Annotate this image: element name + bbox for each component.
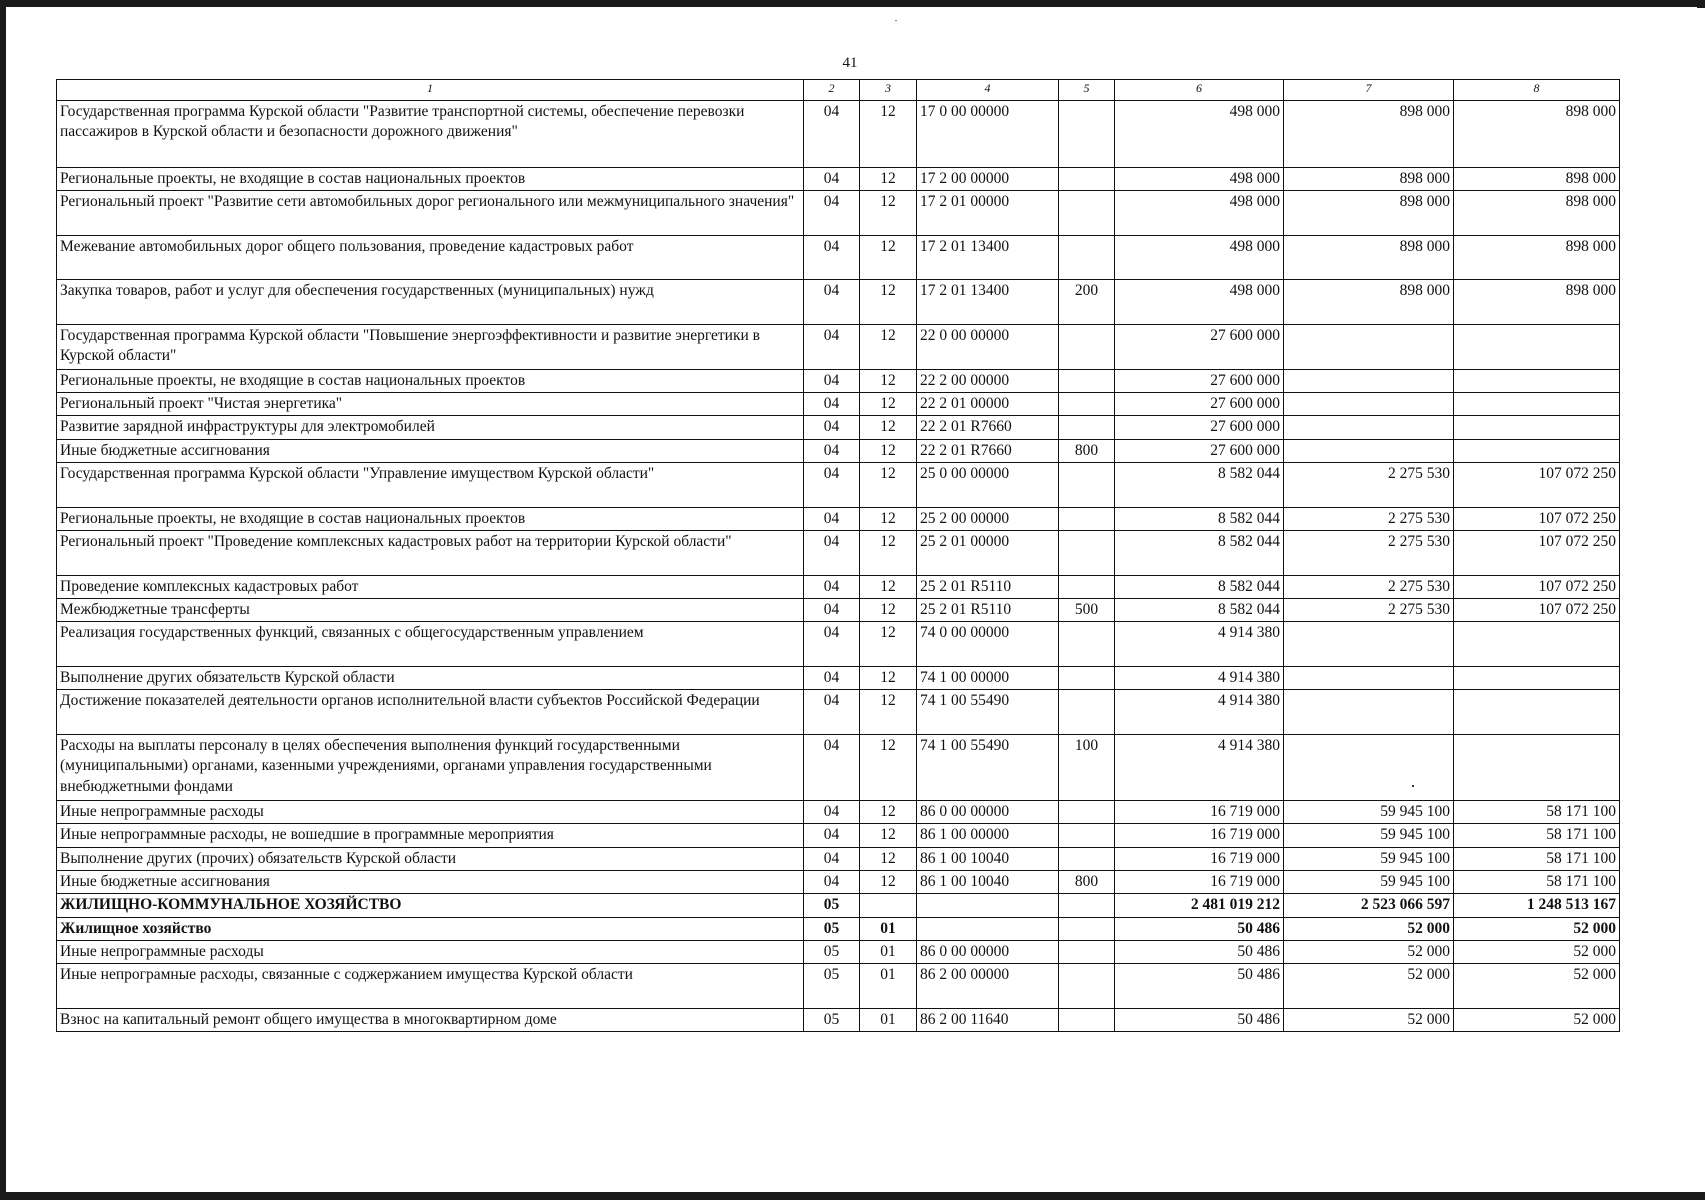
amount-col-7 — [1284, 690, 1454, 735]
amount-col-8: 107 072 250 — [1454, 462, 1620, 507]
subsection-code: 01 — [860, 917, 917, 940]
amount-col-8: 898 000 — [1454, 168, 1620, 191]
section-code: 04 — [804, 370, 860, 393]
amount-col-6: 50 486 — [1115, 940, 1284, 963]
amount-col-8: 58 171 100 — [1454, 870, 1620, 893]
table-row — [57, 101, 1620, 168]
target-article-code: 22 0 00 00000 — [917, 325, 1059, 370]
row-name: Региональный проект "Чистая энергетика" — [57, 393, 804, 416]
target-article-code: 22 2 01 00000 — [917, 393, 1059, 416]
column-number: 4 — [917, 80, 1059, 101]
section-code: 04 — [804, 439, 860, 462]
expense-type-code — [1059, 416, 1115, 439]
table-row — [57, 236, 1620, 280]
table-row — [57, 940, 1620, 963]
section-code: 04 — [804, 598, 860, 621]
section-code: 04 — [804, 393, 860, 416]
amount-col-6: 27 600 000 — [1115, 416, 1284, 439]
row-name: Иные непрограммные расходы — [57, 940, 804, 963]
amount-col-7: 898 000 — [1284, 191, 1454, 236]
amount-col-7: 59 945 100 — [1284, 847, 1454, 870]
amount-col-8 — [1454, 370, 1620, 393]
amount-col-6: 27 600 000 — [1115, 325, 1284, 370]
table-row — [57, 870, 1620, 893]
row-name: Межбюджетные трансферты — [57, 598, 804, 621]
target-article-code: 17 2 00 00000 — [917, 168, 1059, 191]
table-row — [57, 893, 1620, 917]
amount-col-6: 8 582 044 — [1115, 598, 1284, 621]
target-article-code: 74 1 00 00000 — [917, 667, 1059, 690]
subsection-code: 01 — [860, 964, 917, 1009]
row-name: Государственная программа Курской области "Управление имуществом Курской области" — [57, 462, 804, 507]
amount-col-8: 52 000 — [1454, 964, 1620, 1009]
expense-type-code — [1059, 168, 1115, 191]
amount-col-7: 52 000 — [1284, 917, 1454, 940]
row-name: Государственная программа Курской области "Повышение энергоэффективности и развитие энергетики в Курской области" — [57, 325, 804, 370]
table-row — [57, 735, 1620, 801]
amount-col-6: 498 000 — [1115, 101, 1284, 168]
subsection-code: 12 — [860, 393, 917, 416]
target-article-code — [917, 917, 1059, 940]
expense-type-code — [1059, 393, 1115, 416]
table-row — [57, 575, 1620, 598]
amount-col-8: 107 072 250 — [1454, 507, 1620, 530]
row-name: Выполнение других (прочих) обязательств Курской области — [57, 847, 804, 870]
target-article-code: 86 1 00 10040 — [917, 847, 1059, 870]
amount-col-7: 2 523 066 597 — [1284, 893, 1454, 917]
target-article-code: 17 0 00 00000 — [917, 101, 1059, 168]
section-code: 04 — [804, 168, 860, 191]
subsection-code: 12 — [860, 801, 917, 824]
table-row — [57, 280, 1620, 325]
expense-type-code — [1059, 530, 1115, 575]
subsection-code: 12 — [860, 325, 917, 370]
target-article-code: 17 2 01 13400 — [917, 280, 1059, 325]
amount-col-6: 50 486 — [1115, 964, 1284, 1009]
amount-col-7: 59 945 100 — [1284, 870, 1454, 893]
column-number: 7 — [1284, 80, 1454, 101]
target-article-code: 22 2 01 R7660 — [917, 439, 1059, 462]
section-code: 04 — [804, 191, 860, 236]
subsection-code: 12 — [860, 667, 917, 690]
table-row — [57, 325, 1620, 370]
expense-type-code: 800 — [1059, 439, 1115, 462]
section-code: 04 — [804, 847, 860, 870]
subsection-code: 12 — [860, 416, 917, 439]
amount-col-8: 58 171 100 — [1454, 801, 1620, 824]
expense-type-code — [1059, 824, 1115, 847]
subsection-code: 12 — [860, 735, 917, 801]
section-code: 04 — [804, 462, 860, 507]
amount-col-6: 27 600 000 — [1115, 370, 1284, 393]
amount-col-8: 898 000 — [1454, 191, 1620, 236]
row-name: Жилищное хозяйство — [57, 917, 804, 940]
expense-type-code: 800 — [1059, 870, 1115, 893]
section-code: 04 — [804, 622, 860, 667]
amount-col-7: 59 945 100 — [1284, 824, 1454, 847]
amount-col-6: 8 582 044 — [1115, 575, 1284, 598]
target-article-code — [917, 893, 1059, 917]
column-number: 8 — [1454, 80, 1620, 101]
amount-col-7: 898 000 — [1284, 280, 1454, 325]
table-row — [57, 824, 1620, 847]
amount-col-6: 8 582 044 — [1115, 530, 1284, 575]
subsection-code: 12 — [860, 236, 917, 280]
amount-col-7: 2 275 530 — [1284, 530, 1454, 575]
scan-speck — [895, 20, 897, 21]
expense-type-code: 500 — [1059, 598, 1115, 621]
amount-col-8: 898 000 — [1454, 280, 1620, 325]
amount-col-6: 4 914 380 — [1115, 690, 1284, 735]
amount-col-6: 498 000 — [1115, 280, 1284, 325]
amount-col-8: 1 248 513 167 — [1454, 893, 1620, 917]
amount-col-8 — [1454, 393, 1620, 416]
target-article-code: 86 0 00 00000 — [917, 940, 1059, 963]
section-code: 05 — [804, 964, 860, 1009]
row-name: Региональный проект "Развитие сети автомобильных дорог регионального или межмуниципального значения" — [57, 191, 804, 236]
row-name: Выполнение других обязательств Курской области — [57, 667, 804, 690]
table-row — [57, 507, 1620, 530]
section-code: 04 — [804, 690, 860, 735]
scan-border-top — [0, 0, 1705, 7]
row-name: Региональный проект "Проведение комплексных кадастровых работ на территории Курской области" — [57, 530, 804, 575]
table-row — [57, 847, 1620, 870]
amount-col-6: 27 600 000 — [1115, 393, 1284, 416]
amount-col-7: 2 275 530 — [1284, 598, 1454, 621]
table-row — [57, 598, 1620, 621]
target-article-code: 25 2 00 00000 — [917, 507, 1059, 530]
amount-col-6: 8 582 044 — [1115, 462, 1284, 507]
subsection-code: 12 — [860, 598, 917, 621]
subsection-code: 12 — [860, 370, 917, 393]
section-code: 04 — [804, 575, 860, 598]
table-row — [57, 439, 1620, 462]
amount-col-7 — [1284, 393, 1454, 416]
column-number: 6 — [1115, 80, 1284, 101]
table-row — [57, 801, 1620, 824]
row-name: Государственная программа Курской области "Развитие транспортной системы, обеспечение перевозки пассажиров в Курской области и безопасности дорожного движения" — [57, 101, 804, 168]
scan-border-left — [0, 0, 6, 1200]
expense-type-code — [1059, 462, 1115, 507]
section-code: 04 — [804, 101, 860, 168]
subsection-code: 12 — [860, 622, 917, 667]
expense-type-code — [1059, 101, 1115, 168]
column-number: 1 — [57, 80, 804, 101]
amount-col-7: 898 000 — [1284, 168, 1454, 191]
row-name: Иные непрограммные расходы — [57, 801, 804, 824]
target-article-code: 17 2 01 13400 — [917, 236, 1059, 280]
amount-col-6: 50 486 — [1115, 917, 1284, 940]
amount-col-7: 2 275 530 — [1284, 575, 1454, 598]
expense-type-code — [1059, 370, 1115, 393]
table-row — [57, 393, 1620, 416]
target-article-code: 25 2 01 R5110 — [917, 575, 1059, 598]
table-row — [57, 191, 1620, 236]
amount-col-8: 107 072 250 — [1454, 598, 1620, 621]
table-row — [57, 964, 1620, 1009]
table-row — [57, 1009, 1620, 1032]
subsection-code: 12 — [860, 507, 917, 530]
target-article-code: 22 2 00 00000 — [917, 370, 1059, 393]
expense-type-code — [1059, 667, 1115, 690]
row-name: Расходы на выплаты персоналу в целях обеспечения выполнения функций государственными (муниципальными) органами, казенными учреждениями, органами управления государственными внебюджетными фондами — [57, 735, 804, 801]
row-name: Проведение комплексных кадастровых работ — [57, 575, 804, 598]
section-code: 04 — [804, 870, 860, 893]
amount-col-8 — [1454, 667, 1620, 690]
target-article-code: 25 0 00 00000 — [917, 462, 1059, 507]
subsection-code: 12 — [860, 168, 917, 191]
section-code: 04 — [804, 735, 860, 801]
row-name: Региональные проекты, не входящие в состав национальных проектов — [57, 370, 804, 393]
expense-type-code: 200 — [1059, 280, 1115, 325]
row-name: Достижение показателей деятельности органов исполнительной власти субъектов Российской Федерации — [57, 690, 804, 735]
target-article-code: 86 2 00 11640 — [917, 1009, 1059, 1032]
amount-col-7: 2 275 530 — [1284, 462, 1454, 507]
section-code: 04 — [804, 416, 860, 439]
amount-col-8: 107 072 250 — [1454, 530, 1620, 575]
amount-col-8 — [1454, 325, 1620, 370]
subsection-code: 12 — [860, 575, 917, 598]
expense-type-code — [1059, 893, 1115, 917]
table-row — [57, 667, 1620, 690]
amount-col-8: 898 000 — [1454, 101, 1620, 168]
subsection-code: 12 — [860, 439, 917, 462]
row-name: Иные непрограммные расходы, не вошедшие в программные мероприятия — [57, 824, 804, 847]
amount-col-6: 16 719 000 — [1115, 847, 1284, 870]
table-row — [57, 530, 1620, 575]
target-article-code: 25 2 01 00000 — [917, 530, 1059, 575]
table-row — [57, 462, 1620, 507]
amount-col-6: 4 914 380 — [1115, 735, 1284, 801]
column-number: 2 — [804, 80, 860, 101]
expense-type-code — [1059, 622, 1115, 667]
row-name: Закупка товаров, работ и услуг для обеспечения государственных (муниципальных) нужд — [57, 280, 804, 325]
target-article-code: 25 2 01 R5110 — [917, 598, 1059, 621]
amount-col-7: 898 000 — [1284, 101, 1454, 168]
scan-border-corner — [1697, 0, 1705, 8]
target-article-code: 86 1 00 10040 — [917, 870, 1059, 893]
amount-col-7 — [1284, 622, 1454, 667]
row-name: Межевание автомобильных дорог общего пользования, проведение кадастровых работ — [57, 236, 804, 280]
subsection-code: 01 — [860, 940, 917, 963]
row-name: Региональные проекты, не входящие в состав национальных проектов — [57, 507, 804, 530]
subsection-code: 12 — [860, 690, 917, 735]
section-code: 04 — [804, 236, 860, 280]
subsection-code: 12 — [860, 847, 917, 870]
subsection-code: 12 — [860, 824, 917, 847]
target-article-code: 86 1 00 00000 — [917, 824, 1059, 847]
subsection-code: 12 — [860, 530, 917, 575]
column-number-row — [57, 80, 1620, 101]
amount-col-7 — [1284, 735, 1454, 801]
target-article-code: 74 0 00 00000 — [917, 622, 1059, 667]
amount-col-6: 50 486 — [1115, 1009, 1284, 1032]
amount-col-6: 2 481 019 212 — [1115, 893, 1284, 917]
target-article-code: 86 0 00 00000 — [917, 801, 1059, 824]
section-code: 05 — [804, 1009, 860, 1032]
target-article-code: 74 1 00 55490 — [917, 735, 1059, 801]
section-code: 04 — [804, 801, 860, 824]
target-article-code: 86 2 00 00000 — [917, 964, 1059, 1009]
section-code: 04 — [804, 507, 860, 530]
amount-col-6: 16 719 000 — [1115, 824, 1284, 847]
amount-col-6: 498 000 — [1115, 191, 1284, 236]
amount-col-6: 8 582 044 — [1115, 507, 1284, 530]
amount-col-8: 58 171 100 — [1454, 847, 1620, 870]
target-article-code: 17 2 01 00000 — [917, 191, 1059, 236]
amount-col-8 — [1454, 416, 1620, 439]
amount-col-8 — [1454, 690, 1620, 735]
amount-col-6: 4 914 380 — [1115, 622, 1284, 667]
expense-type-code — [1059, 507, 1115, 530]
expense-type-code: 100 — [1059, 735, 1115, 801]
amount-col-7 — [1284, 667, 1454, 690]
amount-col-8: 107 072 250 — [1454, 575, 1620, 598]
amount-col-7: 52 000 — [1284, 964, 1454, 1009]
amount-col-6: 27 600 000 — [1115, 439, 1284, 462]
section-code: 05 — [804, 893, 860, 917]
column-number: 3 — [860, 80, 917, 101]
subsection-code: 12 — [860, 462, 917, 507]
section-code: 04 — [804, 824, 860, 847]
section-code: 04 — [804, 325, 860, 370]
row-name: ЖИЛИЩНО-КОММУНАЛЬНОЕ ХОЗЯЙСТВО — [57, 893, 804, 917]
scan-border-bottom — [0, 1192, 1705, 1200]
amount-col-6: 498 000 — [1115, 236, 1284, 280]
target-article-code: 74 1 00 55490 — [917, 690, 1059, 735]
expense-type-code — [1059, 191, 1115, 236]
amount-col-7 — [1284, 370, 1454, 393]
subsection-code: 12 — [860, 870, 917, 893]
amount-col-8: 52 000 — [1454, 917, 1620, 940]
expense-type-code — [1059, 801, 1115, 824]
amount-col-8: 58 171 100 — [1454, 824, 1620, 847]
subsection-code: 12 — [860, 191, 917, 236]
amount-col-7 — [1284, 439, 1454, 462]
amount-col-6: 16 719 000 — [1115, 801, 1284, 824]
amount-col-7: 52 000 — [1284, 1009, 1454, 1032]
section-code: 05 — [804, 917, 860, 940]
table-row — [57, 370, 1620, 393]
section-code: 04 — [804, 530, 860, 575]
amount-col-8: 52 000 — [1454, 1009, 1620, 1032]
row-name: Иные бюджетные ассигнования — [57, 870, 804, 893]
target-article-code: 22 2 01 R7660 — [917, 416, 1059, 439]
subsection-code: 12 — [860, 101, 917, 168]
row-name: Региональные проекты, не входящие в состав национальных проектов — [57, 168, 804, 191]
subsection-code — [860, 893, 917, 917]
table-row — [57, 168, 1620, 191]
subsection-code: 12 — [860, 280, 917, 325]
table-body — [57, 80, 1620, 1032]
expense-type-code — [1059, 690, 1115, 735]
column-number: 5 — [1059, 80, 1115, 101]
row-name: Развитие зарядной инфраструктуры для электромобилей — [57, 416, 804, 439]
amount-col-6: 4 914 380 — [1115, 667, 1284, 690]
amount-col-7: 52 000 — [1284, 940, 1454, 963]
expense-type-code — [1059, 917, 1115, 940]
amount-col-8 — [1454, 735, 1620, 801]
amount-col-8: 898 000 — [1454, 236, 1620, 280]
subsection-code: 01 — [860, 1009, 917, 1032]
section-code: 05 — [804, 940, 860, 963]
amount-col-8: 52 000 — [1454, 940, 1620, 963]
amount-col-8 — [1454, 622, 1620, 667]
amount-col-7: 2 275 530 — [1284, 507, 1454, 530]
table-row — [57, 416, 1620, 439]
amount-col-7 — [1284, 325, 1454, 370]
row-name: Реализация государственных функций, связанных с общегосударственным управлением — [57, 622, 804, 667]
section-code: 04 — [804, 667, 860, 690]
amount-col-7 — [1284, 416, 1454, 439]
expense-type-code — [1059, 1009, 1115, 1032]
amount-col-7: 898 000 — [1284, 236, 1454, 280]
table-row — [57, 917, 1620, 940]
expense-type-code — [1059, 964, 1115, 1009]
amount-col-6: 16 719 000 — [1115, 870, 1284, 893]
row-name: Иные бюджетные ассигнования — [57, 439, 804, 462]
page-number: 41 — [842, 55, 858, 71]
budget-table — [56, 79, 1620, 1032]
amount-col-8 — [1454, 439, 1620, 462]
expense-type-code — [1059, 325, 1115, 370]
table-row — [57, 622, 1620, 667]
expense-type-code — [1059, 940, 1115, 963]
section-code: 04 — [804, 280, 860, 325]
expense-type-code — [1059, 847, 1115, 870]
row-name: Взнос на капитальный ремонт общего имущества в многоквартирном доме — [57, 1009, 804, 1032]
amount-col-6: 498 000 — [1115, 168, 1284, 191]
amount-col-7: 59 945 100 — [1284, 801, 1454, 824]
row-name: Иные непрограмные расходы, связанные с соджержанием имущества Курской области — [57, 964, 804, 1009]
expense-type-code — [1059, 236, 1115, 280]
expense-type-code — [1059, 575, 1115, 598]
table-row — [57, 690, 1620, 735]
